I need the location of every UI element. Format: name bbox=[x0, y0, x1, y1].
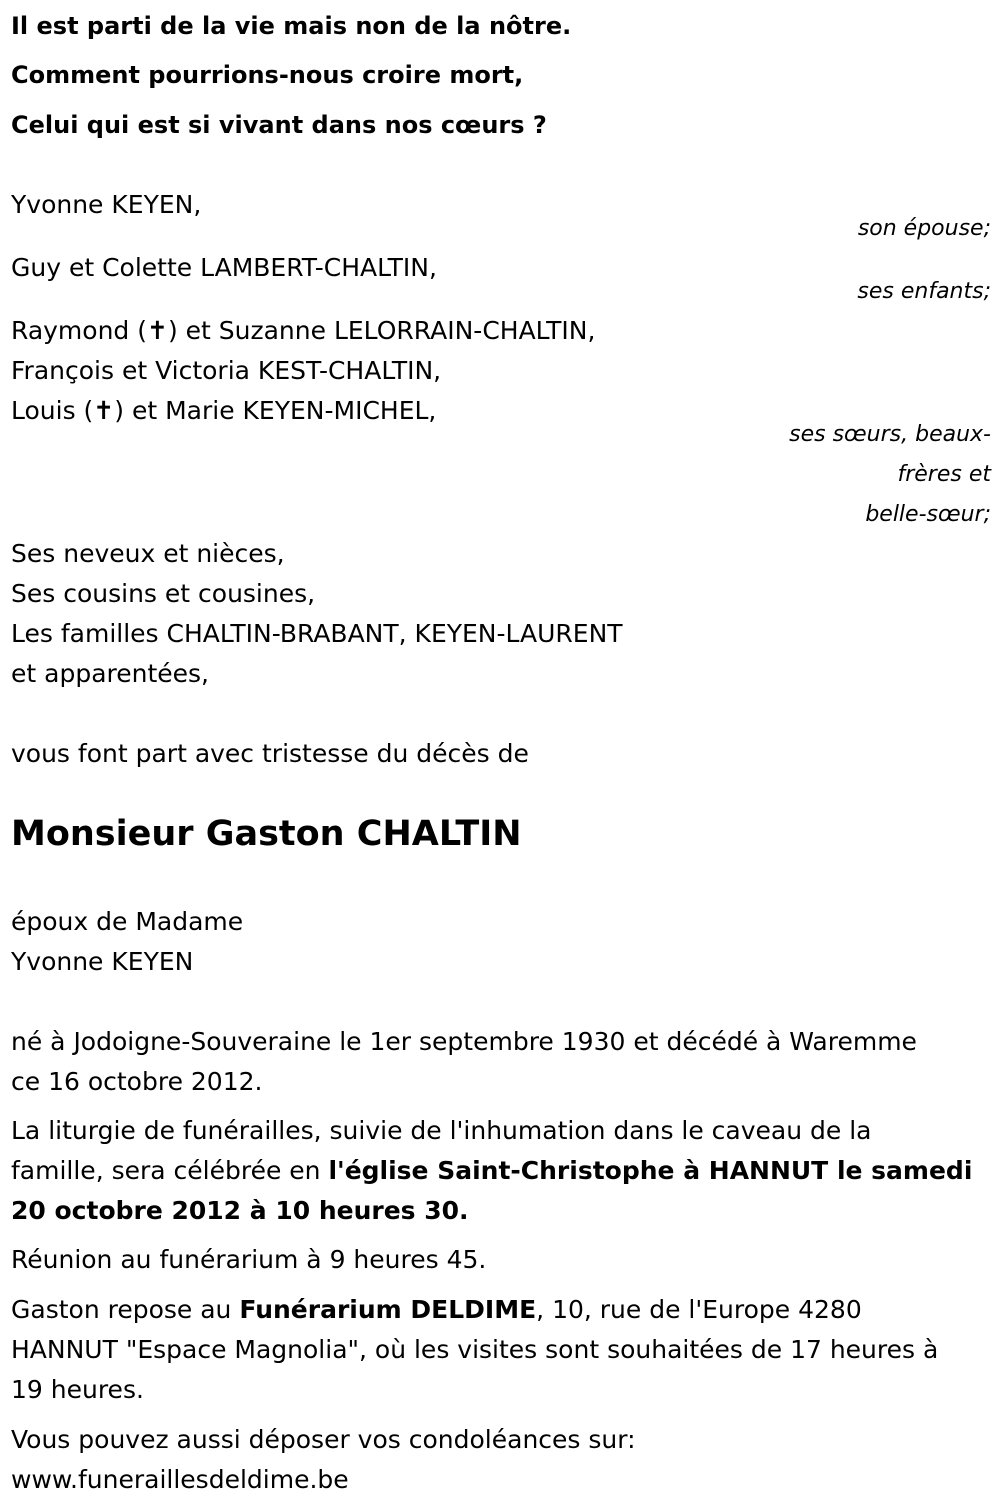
rest-line-1-plain-b: , 10, rue de l'Europe 4280 bbox=[536, 1295, 862, 1324]
liturgy-line-1: La liturgie de funérailles, suivie de l'inhumation dans le caveau de la bbox=[11, 1116, 872, 1145]
others-line-2: Ses cousins et cousines, bbox=[11, 579, 316, 608]
siblings-role-line-1: ses sœurs, beaux- bbox=[789, 422, 991, 447]
sibling-line-2: François et Victoria KEST-CHALTIN, bbox=[11, 356, 442, 385]
condolences-website-link[interactable]: www.funeraillesdeldime.be bbox=[11, 1465, 349, 1494]
liturgy-line-2-plain: famille, sera célébrée en bbox=[11, 1156, 329, 1185]
liturgy-line-2 bbox=[11, 1151, 972, 1191]
birth-death-line-2: ce 16 octobre 2012. bbox=[11, 1067, 263, 1096]
spouse-of-line-2: Yvonne KEYEN bbox=[11, 947, 194, 976]
rest-line-1 bbox=[11, 1290, 862, 1330]
others-line-1: Ses neveux et nièces, bbox=[11, 539, 285, 568]
sibling-line-3: Louis (✝) et Marie KEYEN-MICHEL, bbox=[11, 396, 437, 425]
liturgy-church: l'église Saint-Christophe à HANNUT le samedi bbox=[328, 1156, 973, 1185]
poem-line-2: Comment pourrions-nous croire mort, bbox=[11, 61, 524, 89]
poem-line-1: Il est parti de la vie mais non de la nôtre. bbox=[11, 12, 572, 40]
spouse-role: son épouse; bbox=[857, 216, 991, 241]
rest-line-2: HANNUT "Espace Magnolia", où les visites sont souhaitées de 17 heures à bbox=[11, 1335, 939, 1364]
spouse-of-line-1: époux de Madame bbox=[11, 907, 244, 936]
siblings-role-line-2: frères et bbox=[897, 462, 991, 487]
children-role: ses enfants; bbox=[857, 279, 991, 304]
others-line-4: et apparentées, bbox=[11, 659, 209, 688]
condolences-line: Vous pouvez aussi déposer vos condoléances sur: bbox=[11, 1425, 636, 1454]
reunion-line: Réunion au funérarium à 9 heures 45. bbox=[11, 1245, 487, 1274]
sibling-line-1: Raymond (✝) et Suzanne LELORRAIN-CHALTIN, bbox=[11, 316, 596, 345]
rest-line-3: 19 heures. bbox=[11, 1375, 144, 1404]
liturgy-line-3 bbox=[11, 1191, 469, 1231]
poem-line-3: Celui qui est si vivant dans nos cœurs ? bbox=[11, 111, 547, 139]
children-name: Guy et Colette LAMBERT-CHALTIN, bbox=[11, 253, 437, 282]
spouse-name: Yvonne KEYEN, bbox=[11, 190, 202, 219]
birth-death-line-1: né à Jodoigne-Souveraine le 1er septembre 1930 et décédé à Waremme bbox=[11, 1027, 917, 1056]
deceased-name: Monsieur Gaston CHALTIN bbox=[11, 814, 522, 854]
siblings-role-line-3: belle-sœur; bbox=[865, 502, 991, 527]
announcement: vous font part avec tristesse du décès de bbox=[11, 739, 529, 768]
rest-line-1-plain-a: Gaston repose au bbox=[11, 1295, 240, 1324]
liturgy-date-time: 20 octobre 2012 à 10 heures 30. bbox=[11, 1196, 469, 1225]
funerarium-name: Funérarium DELDIME bbox=[239, 1295, 537, 1324]
others-line-3: Les familles CHALTIN-BRABANT, KEYEN-LAURENT bbox=[11, 619, 623, 648]
